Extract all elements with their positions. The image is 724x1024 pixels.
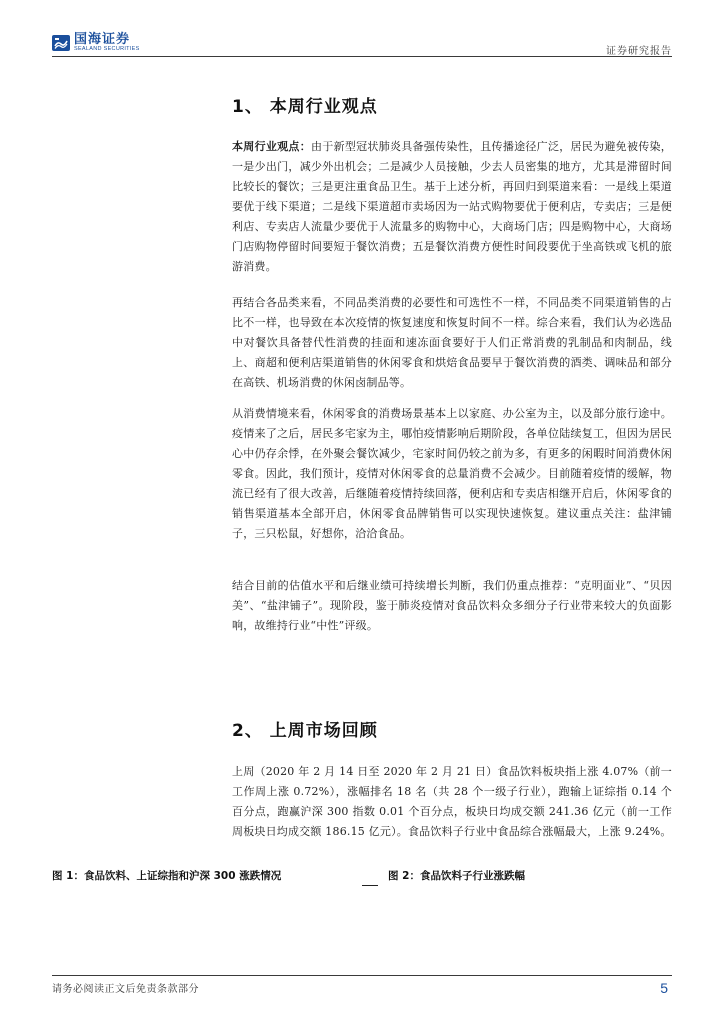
page-header — [0, 0, 724, 60]
header-divider — [52, 56, 672, 57]
weekly-view-body: 由于新型冠状肺炎具备强传染性，且传播途径广泛，居民为避免被传染，一是少出门，减少外出机会；二是减少人员接触，少去人员密集的地方，尤其是滞留时间比较长的餐饮；三是更注重食品卫生。基于上述分析，再回归到渠道来看：一是线上渠道要优于线下渠道；二是线下渠道超市卖场因为一站式购物要优于便利店，专卖店；三是便利店、专卖店人流量少要优于人流量多的购物中心，大商场门店；四是购物中心，大商场门店购物停留时间要短于餐饮消费；五是餐饮消费方便性时间段要优于坐高铁或飞机的旅游消费。 — [232, 140, 672, 273]
consumption-scenario-paragraph: 从消费情境来看，休闲零食的消费场景基本上以家庭、办公室为主，以及部分旅行途中。疫情来了之后，居民多宅家为主，哪怕疫情影响后期阶段，各单位陆续复工，但因为居民心中仍存余悸，在外聚会餐饮减少，宅家时间仍较之前为多，有更多的闲暇时间消费休闲零食。因此，我们预计，疫情对休闲零食的总量消费不会减少。目前随着疫情的缓解，物流已经有了很大改善，后继随着疫情持续回落，便利店和专卖店相继开启后，休闲零食的销售渠道基本全部开启，休闲零食品牌销售可以实现快速恢复。建议重点关注：盐津铺子，三只松鼠，好想你，洽洽食品。 — [232, 407, 672, 540]
figure-2-title: 图 2：食品饮料子行业涨跌幅 — [388, 870, 525, 882]
section-1-title: 1、 本周行业观点 — [232, 97, 378, 117]
sealand-logo-icon — [52, 35, 70, 51]
company-logo — [52, 33, 140, 53]
footer-divider — [52, 975, 672, 976]
section-2-title: 2、 上周市场回顾 — [232, 721, 378, 741]
figure-1-title: 图 1：食品饮料、上证综指和沪深 300 涨跌情况 — [52, 870, 282, 882]
market-review-paragraph: 上周（2020 年 2 月 14 日至 2020 年 2 月 21 日）食品饮料板块指上涨 4.07%（前一工作周上涨 0.72%），涨幅排名 18 名（共 28 个一级子行业），跑输上证综指 0.14 个百分点，跑赢沪深 300 指数 0.01 个百分点，板块日均成交额 241.36 亿元（前一工作周板块日均成交额 186.15 亿元）。食品饮料子行业中食品综合涨幅最大，上涨 9.24%。 — [232, 765, 672, 838]
logo-chinese-name: 国海证券 — [74, 32, 131, 47]
weekly-view-label: 本周行业观点： — [232, 140, 311, 153]
disclaimer-text: 请务必阅读正文后免责条款部分 — [52, 984, 199, 995]
logo-english-name: SEALAND SECURITIES — [74, 46, 140, 52]
figure-divider — [362, 885, 378, 886]
recommendation-paragraph: 结合目前的估值水平和后继业绩可持续增长判断，我们仍重点推荐：“克明面业”、“贝因美”、“盐津铺子”。现阶段，鉴于肺炎疫情对食品饮料众多细分子行业带来较大的负面影响，故维持行业“中性”评级。 — [232, 579, 672, 632]
category-analysis-paragraph: 再结合各品类来看，不同品类消费的必要性和可选性不一样，不同品类不同渠道销售的占比不一样，也导致在本次疫情的恢复速度和恢复时间不一样。综合来看，我们认为必选品中对餐饮具备替代性消费的挂面和速冻面食要好于人们正常消费的乳制品和肉制品，线上、商超和便利店渠道销售的休闲零食和烘焙食品要早于餐饮消费的酒类、调味品和部分在高铁、机场消费的休闲卤制品等。 — [232, 296, 672, 389]
weekly-view-paragraph — [232, 137, 672, 277]
report-type-label: 证券研究报告 — [606, 46, 672, 57]
page-number: 5 — [660, 980, 668, 996]
